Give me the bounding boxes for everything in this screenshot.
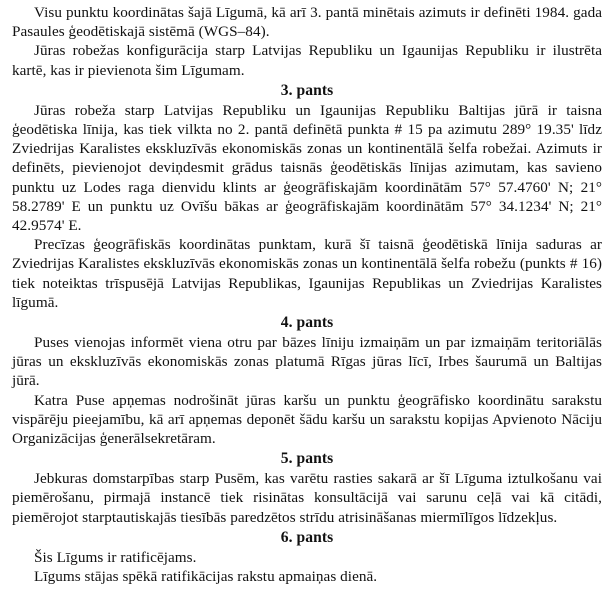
paragraph-coordinates-system: Visu punktu koordinātas šajā Līgumā, kā arī 3. pantā minētais azimuts ir definēti 1984. gada Pasaules ģeodētiskajā sistēmā (WGS–84).	[12, 4, 602, 41]
paragraph-article-3-point-16: Precīzas ģeogrāfiskās koordinātas punktam, kurā šī taisnā ģeodētiskā līnija saduras ar Zviedrijas Karalistes ekskluzīvās ekonomiskās zonas un kontinentālā šelfa robežu (punkts # 16) tiek noteiktas trīspusējā Latvijas Republikas, Igaunijas Republikas un Zviedrijas Karalistes līgumā.	[12, 236, 602, 311]
paragraph-article-6-ratification: Šis Līgums ir ratificējams.	[34, 548, 197, 566]
paragraph-article-4-charts: Katra Puse apņemas nodrošināt jūras karšu un punktu ģeogrāfisko koordinātu sarakstu vispārēju pieejamību, kā arī apņemas deponēt šādu karšu un sarakstu kopijas Apvienoto Nāciju Organizācijas ģenerālsekretāram.	[12, 391, 602, 448]
paragraph-article-6-entry-into-force: Līgums stājas spēkā ratifikācijas rakstu apmaiņas dienā.	[34, 568, 378, 586]
document-text	[12, 3, 602, 586]
article-3-heading: 3. pants	[280, 81, 334, 99]
paragraph-article-4-baselines: Puses vienojas informēt viena otru par bāzes līniju izmaiņām un par izmaiņām teritoriālās jūras un ekskluzīvās ekonomiskās zonas platumā Rīgas jūras līcī, Irbes šaurumā un Baltijas jūrā.	[12, 334, 602, 390]
article-5-heading: 5. pants	[280, 450, 334, 468]
paragraph-article-5-disputes: Jebkuras domstarpības starp Pusēm, kas varētu rasties sakarā ar šī Līguma iztulkošanu vai piemērošanu, pirmajā instancē tiek risinātas konsultācijā vai sarunu ceļā vai kā citādi, piemērojot starptautiskajās tiesībās paredzētos strīdu atrisināšanas miermīlīgos līdzekļus.	[12, 470, 602, 526]
article-4-heading: 4. pants	[280, 314, 334, 332]
paragraph-map-reference: Jūras robežas konfigurācija starp Latvijas Republiku un Igaunijas Republiku ir ilustrēta kartē, kas ir pievienota šim Līgumam.	[12, 42, 602, 79]
paragraph-article-3-boundary: Jūras robeža starp Latvijas Republiku un Igaunijas Republiku Baltijas jūrā ir taisna ģeodētiska līnija, kas tiek vilkta no 2. pantā definētā punkta # 15 pa azimutu 289° 19.35' līdz Zviedrijas Karalistes ekskluzīvās ekonomiskās zonas un kontinentālā šelfa robežai. Azimuts ir definēts, pievienojot deviņdesmit grādus taisnās ģeodētiskās līnijas azimutam, kas savieno punktu uz Lodes raga dienvidu klints ar ģeogrāfiskajām koordinātām 57° 57.4760' N; 21° 58.2789' E un punktu uz Ovīšu bākas ar ģeogrāfiskajām koordinātām 57° 34.1234' N; 21° 42.9574' E.	[12, 101, 602, 235]
article-6-heading: 6. pants	[280, 528, 334, 546]
